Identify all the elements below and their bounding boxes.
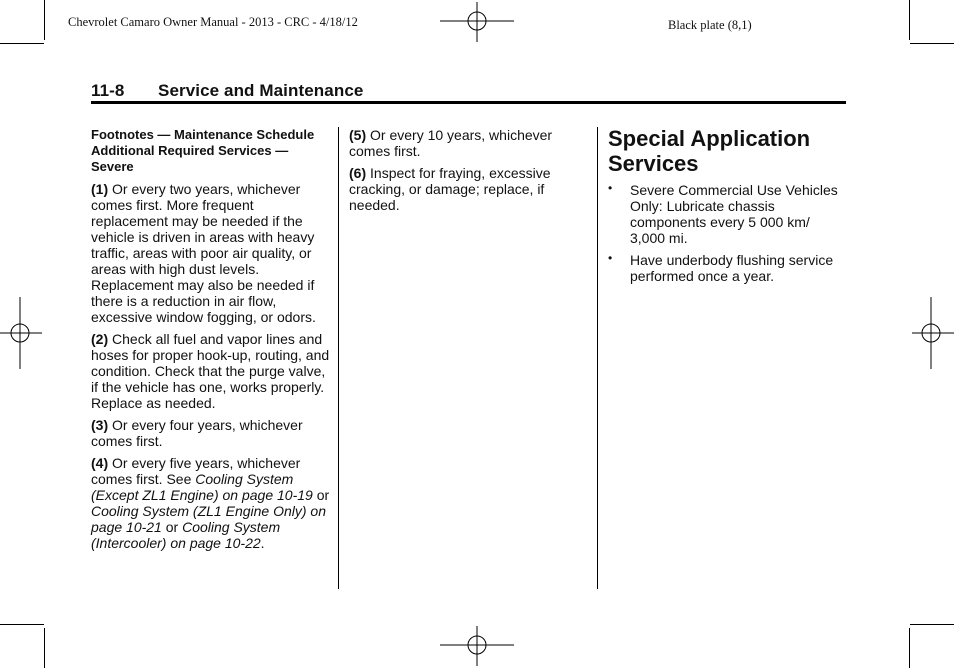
crop-mark (910, 43, 954, 44)
footnote-text: Or every four years, whichever comes first. (91, 417, 303, 449)
footnote-number: (5) (349, 127, 367, 143)
special-services-title: Special Application Services (608, 126, 811, 176)
footnote-number: (2) (91, 331, 109, 347)
footnote-text: or (312, 487, 330, 503)
footnote-text: Check all fuel and vapor lines and hoses for proper hook-up, routing, and condition. Check that the purge valve, if the vehicle has one, works properly. Replace as needed. (91, 331, 330, 411)
footnote-1 (91, 181, 331, 325)
cross-reference-link[interactable]: Cooling System (Intercooler) on page 10-22 (91, 519, 281, 551)
footnotes-column-2 (349, 127, 571, 219)
list-item-text: Severe Commercial Use Vehicles Only: Lubricate chassis components every 5 000 km/ 3,000 mi. (630, 182, 838, 246)
header-rule (91, 101, 846, 104)
crop-mark (0, 43, 44, 44)
crop-mark (910, 624, 954, 625)
footnote-text: . (260, 535, 265, 551)
footnote-number: (6) (349, 165, 367, 181)
footnote-number: (4) (91, 455, 109, 471)
footnote-4 (91, 455, 331, 551)
registration-mark-bottom (440, 626, 514, 666)
footnote-3 (91, 417, 331, 449)
footnote-text: Or every five years, whichever comes first. See (91, 455, 301, 487)
crop-mark (909, 628, 910, 668)
footnote-text: Or every 10 years, whichever comes first. (349, 127, 553, 159)
page-number: 11-8 (91, 81, 125, 100)
registration-mark-top (440, 2, 514, 42)
footnote-5 (349, 127, 571, 159)
footnote-2 (91, 331, 331, 411)
list-item (608, 182, 848, 246)
list-item (608, 252, 848, 284)
footnote-number: (3) (91, 417, 109, 433)
cross-reference-link[interactable]: Cooling System (ZL1 Engine Only) on page 10-21 (91, 503, 326, 535)
registration-mark-left (0, 297, 42, 369)
crop-mark (44, 0, 45, 40)
section-title: Service and Maintenance (158, 81, 364, 100)
registration-mark-right (912, 297, 954, 369)
footnotes-column-1 (91, 127, 331, 557)
crop-mark (44, 628, 45, 668)
bullet-icon: • (608, 251, 613, 265)
cross-reference-link[interactable]: Cooling System (Except ZL1 Engine) on page 10-19 (91, 471, 313, 503)
plate-label: Black plate (8,1) (668, 18, 752, 32)
bullet-icon: • (608, 181, 613, 195)
crop-mark (909, 0, 910, 40)
crop-mark (0, 624, 44, 625)
column-divider (597, 127, 598, 589)
footnote-number: (1) (91, 181, 109, 197)
special-services-column (608, 126, 848, 290)
column-divider (338, 127, 339, 589)
document-info: Chevrolet Camaro Owner Manual - 2013 - CRC - 4/18/12 (68, 15, 358, 29)
footnote-text: Or every two years, whichever comes first. More frequent replacement may be needed if the vehicle is driven in areas with heavy traffic, areas with poor air quality, or areas with high dust levels. Replacement may also be needed if there is a reduction in air flow, excessive window fogging, or odors. (91, 181, 316, 325)
footnotes-heading: Footnotes — Maintenance Schedule Additional Required Services — Severe (91, 127, 315, 174)
footnote-6 (349, 165, 571, 213)
footnote-text: or (161, 519, 183, 535)
footnote-text: Inspect for fraying, excessive cracking, or damage; replace, if needed. (349, 165, 551, 213)
list-item-text: Have underbody flushing service performed once a year. (630, 252, 834, 284)
